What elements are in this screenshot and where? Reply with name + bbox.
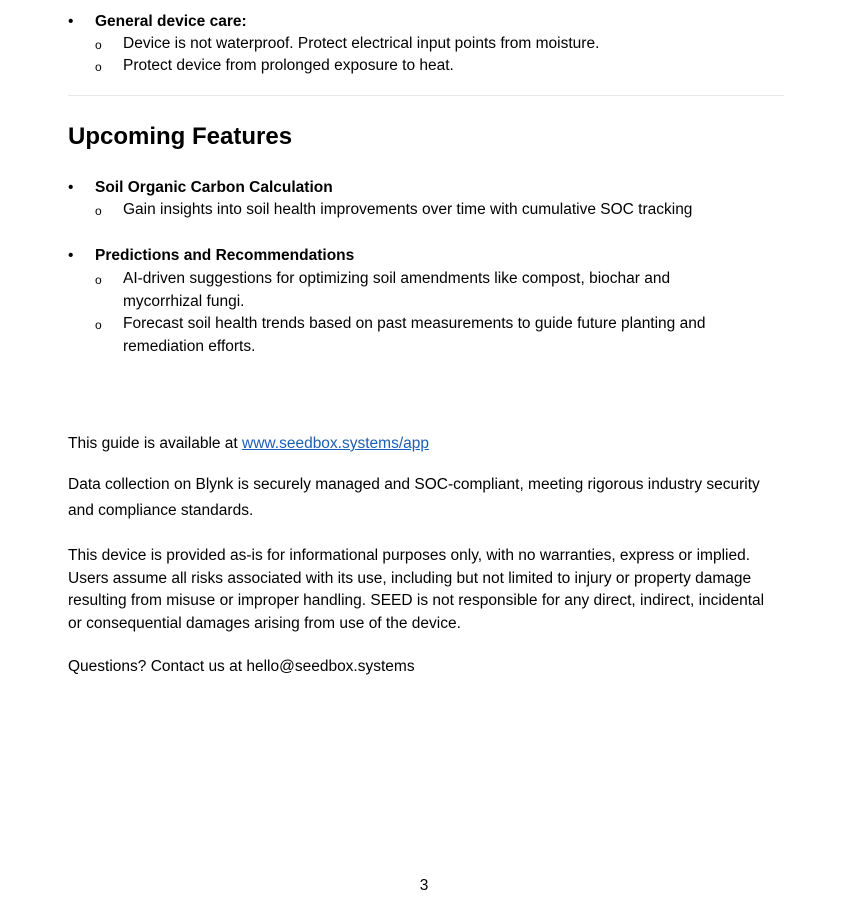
bullet-dot: • [68,247,74,264]
divider [68,95,784,96]
guide-prefix: This guide is available at [68,435,243,452]
upcoming-features-heading: Upcoming Features [68,123,293,150]
contact-line: Questions? Contact us at hello@seedbox.systems [68,658,415,675]
circle-bullet-icon: o [95,318,102,332]
guide-link[interactable]: www.seedbox.systems/app [242,435,429,452]
predictions-item-2: Forecast soil health trends based on past measurements to guide future planting and remediation efforts. [123,315,706,355]
guide-line [68,433,768,456]
list-item [95,55,775,78]
list-item [95,33,775,56]
circle-bullet-icon: o [95,273,102,287]
circle-bullet-icon: o [95,60,102,74]
soc-item-1: Gain insights into soil health improvements over time with cumulative SOC tracking [123,201,693,218]
data-collection-paragraph: Data collection on Blynk is securely managed and SOC-compliant, meeting rigorous industry security and compliance standards. [68,476,760,519]
care-heading: General device care: [95,13,247,30]
predictions-heading: Predictions and Recommendations [95,247,355,264]
care-item-2: Protect device from prolonged exposure to heat. [123,57,454,74]
bullet-dot: • [68,179,74,196]
disclaimer-paragraph: This device is provided as-is for informational purposes only, with no warranties, express or implied. Users assume all risks associated with its use, including but not limited to injury or property damage resulting from misuse or improper handling. SEED is not responsible for any direct, indirect, incidental or consequential damages arising from use of the device. [68,547,765,632]
bullet-dot: • [68,13,74,30]
list-item [95,313,775,358]
list-item [95,268,735,313]
care-item-1: Device is not waterproof. Protect electrical input points from moisture. [123,35,600,52]
circle-bullet-icon: o [95,204,102,218]
circle-bullet-icon: o [95,38,102,52]
predictions-item-1: AI-driven suggestions for optimizing soil amendments like compost, biochar and mycorrhizal fungi. [123,270,671,310]
soc-heading: Soil Organic Carbon Calculation [95,179,333,196]
page-number: 3 [419,877,429,894]
list-item [95,199,795,222]
